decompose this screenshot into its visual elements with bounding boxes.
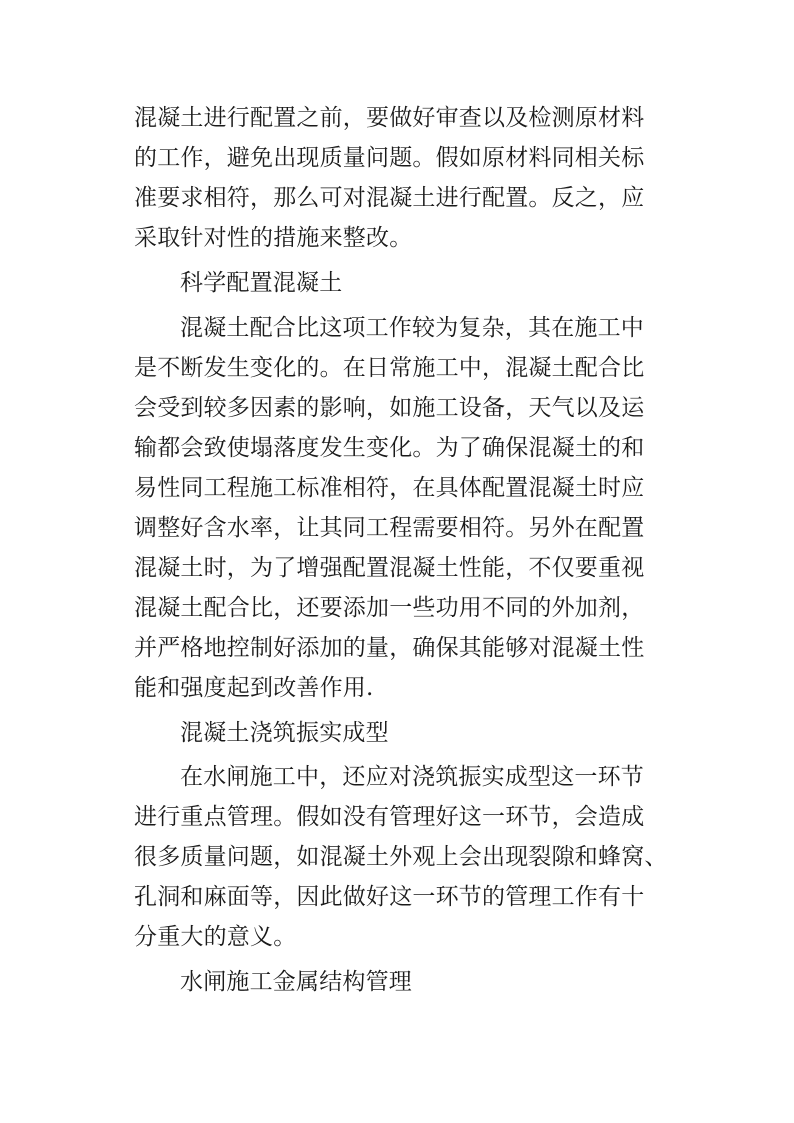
- paragraph-line: 输都会致使塌落度发生变化。为了确保混凝土的和: [134, 435, 645, 461]
- paragraph-line: 采取针对性的措施来整改。: [134, 225, 413, 251]
- paragraph-line: 会受到较多因素的影响，如施工设备，天气以及运: [134, 395, 645, 421]
- paragraph-line: 孔洞和麻面等，因此做好这一环节的管理工作有十: [134, 884, 645, 910]
- paragraph-line: 并严格地控制好添加的量，确保其能够对混凝土性: [134, 635, 645, 661]
- paragraph-line: 混凝土配合比，还要添加一些功用不同的外加剂，: [134, 595, 645, 621]
- paragraph-line: 分重大的意义。: [134, 924, 297, 950]
- section-heading: 混凝土浇筑振实成型: [180, 720, 389, 746]
- paragraph-line: 混凝土时，为了增强配置混凝土性能，不仅要重视: [134, 555, 645, 581]
- paragraph-line: 调整好含水率，让其同工程需要相符。另外在配置: [134, 515, 645, 541]
- paragraph-line: 很多质量问题，如混凝土外观上会出现裂隙和蜂窝、: [134, 844, 668, 870]
- paragraph-line: 能和强度起到改善作用.: [134, 675, 374, 701]
- section-heading: 科学配置混凝土: [180, 270, 343, 296]
- paragraph-line: 的工作，避免出现质量问题。假如原材料同相关标: [134, 145, 645, 171]
- paragraph-line: 易性同工程施工标准相符，在具体配置混凝土时应: [134, 475, 645, 501]
- paragraph-line: 混凝土配合比这项工作较为复杂，其在施工中: [180, 315, 644, 341]
- paragraph-line: 准要求相符，那么可对混凝土进行配置。反之，应: [134, 185, 645, 211]
- paragraph-line: 在水闸施工中，还应对浇筑振实成型这一环节: [180, 764, 644, 790]
- paragraph-line: 是不断发生变化的。在日常施工中，混凝土配合比: [134, 355, 645, 381]
- section-heading: 水闸施工金属结构管理: [180, 969, 412, 995]
- paragraph-line: 进行重点管理。假如没有管理好这一环节，会造成: [134, 804, 645, 830]
- paragraph-line: 混凝土进行配置之前，要做好审查以及检测原材料: [134, 105, 645, 131]
